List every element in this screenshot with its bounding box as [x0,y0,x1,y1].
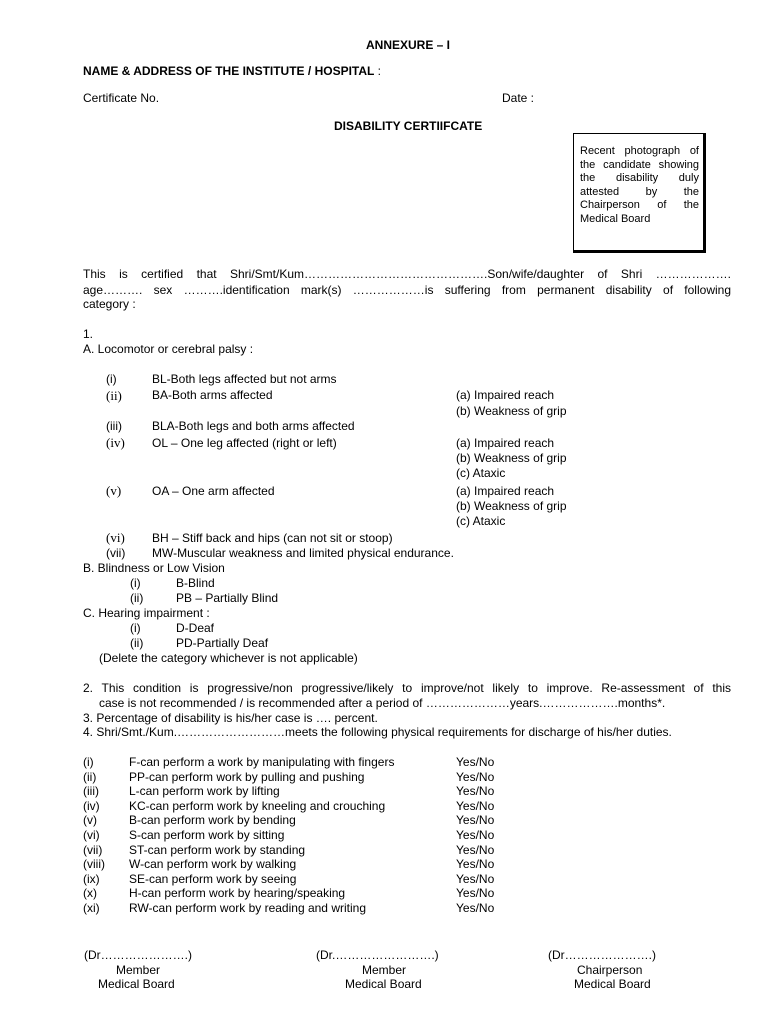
signature-role: Member [116,963,161,977]
requirement-answer: Yes/No [456,843,495,857]
requirement-num: (iv) [83,799,100,813]
a-item-num: (vii) [106,546,126,560]
date-label: Date : [502,91,535,105]
b-item-text: B-Blind [176,576,215,590]
c-item-num: (i) [130,621,141,635]
requirement-answer: Yes/No [456,813,495,827]
a-item-num: (vi) [106,530,125,545]
signature-role: Member [362,963,407,977]
a-item-text: BLA-Both legs and both arms affected [152,419,355,433]
a-item-sub: (b) Weakness of grip [456,451,567,465]
photo-box [573,133,706,253]
requirement-num: (xi) [83,901,100,915]
a-item-num: (iii) [106,419,122,433]
c-item-text: D-Deaf [176,621,215,635]
a-item-text: BA-Both arms affected [152,388,273,402]
a-item-sub: (b) Weakness of grip [456,404,567,418]
a-item-num: (i) [106,372,117,386]
a-item-sub: (a) Impaired reach [456,484,555,498]
requirement-text: RW-can perform work by reading and writing [129,901,366,915]
requirement-answer: Yes/No [456,799,495,813]
delete-note: (Delete the category whichever is not applicable) [99,651,358,665]
requirement-answer: Yes/No [456,828,495,842]
signature-board: Medical Board [345,977,422,991]
requirement-text: ST-can perform work by standing [129,843,306,857]
certificate-title: DISABILITY CERTIIFCATE [334,119,483,133]
a-item-num: (v) [106,483,122,498]
signature-board: Medical Board [574,977,651,991]
requirement-num: (ii) [83,770,97,784]
signature-name: (Dr.…………………….) [316,948,439,962]
institute-label-colon: : [374,64,382,78]
certificate-no-label: Certificate No. [83,91,160,105]
requirement-num: (vi) [83,828,100,842]
intro-line-1: This is certified that Shri/Smt/Kum……………………………………….Son/wife/daughter of Shri ………………. [83,267,731,281]
a-item-text: BL-Both legs affected but not arms [152,372,337,386]
requirement-text: S-can perform work by sitting [129,828,285,842]
requirement-text: H-can perform work by hearing/speaking [129,886,346,900]
requirement-text: KC-can perform work by kneeling and crouching [129,799,386,813]
signature-board: Medical Board [98,977,175,991]
a-item-sub: (a) Impaired reach [456,388,555,402]
requirement-num: (viii) [83,857,105,871]
signature-role: Chairperson [577,963,643,977]
section-3-line: 3. Percentage of disability is his/her case is …. percent. [83,711,378,725]
a-item-sub: (b) Weakness of grip [456,499,567,513]
a-item-sub: (c) Ataxic [456,514,506,528]
section-2-line-2: case is not recommended / is recommended after a period of …………………years.……………….months*. [99,696,666,710]
section-1-number: 1. [83,327,94,341]
requirement-answer: Yes/No [456,755,495,769]
a-item-num: (ii) [106,388,122,403]
a-item-text: OL – One leg affected (right or left) [152,436,337,450]
b-item-num: (ii) [130,591,144,605]
c-item-num: (ii) [130,636,144,650]
requirement-num: (x) [83,886,97,900]
intro-line-3: category : [83,297,136,311]
annexure-heading: ANNEXURE – I [366,38,451,52]
a-item-text: BH – Stiff back and hips (can not sit or stoop) [152,531,393,545]
requirement-answer: Yes/No [456,872,495,886]
institute-label [83,64,381,79]
a-item-text: MW-Muscular weakness and limited physical endurance. [152,546,454,560]
a-item-text: OA – One arm affected [152,484,275,498]
requirement-text: B-can perform work by bending [129,813,296,827]
b-item-text: PB – Partially Blind [176,591,279,605]
signature-name: (Dr………………….) [548,948,656,962]
section-4-line: 4. Shri/Smt./Kum.………………………meets the following physical requirements for discharge of his/her duties. [83,725,672,739]
requirement-answer: Yes/No [456,886,495,900]
requirement-answer: Yes/No [456,901,495,915]
requirement-text: SE-can perform work by seeing [129,872,297,886]
requirement-num: (v) [83,813,97,827]
b-item-num: (i) [130,576,141,590]
section-c-heading: C. Hearing impairment : [83,606,210,620]
a-item-sub: (a) Impaired reach [456,436,555,450]
requirement-text: L-can perform work by lifting [129,784,280,798]
intro-line-2: age………. sex ……….identification mark(s) ………………is suffering from permanent disability of following [83,283,731,297]
requirement-num: (i) [83,755,94,769]
requirement-num: (iii) [83,784,99,798]
institute-label-text: NAME & ADDRESS OF THE INSTITUTE / HOSPITAL [83,64,375,78]
section-b-heading: B. Blindness or Low Vision [83,561,225,575]
c-item-text: PD-Partially Deaf [176,636,269,650]
requirement-answer: Yes/No [456,770,495,784]
requirement-answer: Yes/No [456,784,495,798]
section-2-line-1: 2. This condition is progressive/non progressive/likely to improve/not likely to improve. Re-assessment of this [83,681,731,695]
a-item-sub: (c) Ataxic [456,466,506,480]
requirement-text: W-can perform work by walking [129,857,297,871]
requirement-num: (ix) [83,872,100,886]
requirement-text: F-can perform a work by manipulating with fingers [129,755,395,769]
requirement-num: (vii) [83,843,103,857]
requirement-answer: Yes/No [456,857,495,871]
signature-name: (Dr………………….) [84,948,192,962]
requirement-text: PP-can perform work by pulling and pushing [129,770,365,784]
section-a-heading: A. Locomotor or cerebral palsy : [83,342,254,356]
photo-box-text: Recent photograph of the candidate showing the disability duly attested by the Chairperson of the Medical Board [580,145,699,225]
a-item-num: (iv) [106,435,125,450]
